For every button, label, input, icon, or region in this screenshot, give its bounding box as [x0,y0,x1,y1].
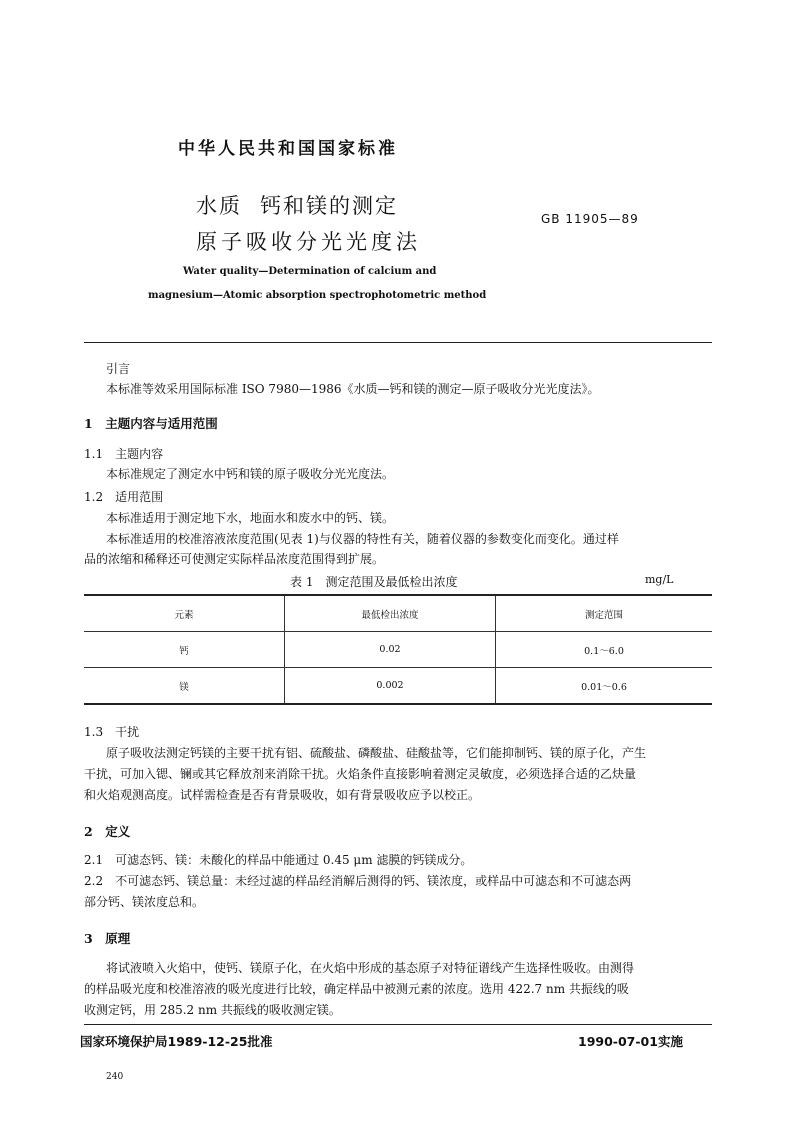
document-title-line1 [196,190,398,220]
intro-heading: 引言 [106,362,131,376]
standard-number: GB 11905—89 [541,212,639,226]
table-header-row [84,595,712,632]
table-header-cell: 测定范围 [584,609,623,621]
section2-heading: 2 定义 [84,824,131,839]
table-cell: 0.1～6.0 [496,632,713,668]
header-divider [84,342,712,343]
table-cell: 0.01～0.6 [496,668,713,705]
section1-3-line1: 原子吸收法测定钙镁的主要干扰有铝、硫酸盐、磷酸盐、硅酸盐等，它们能抑制钙、镁的原子化，产生 [106,746,647,760]
table-cell: 钙 [84,632,285,668]
section1-1-text: 本标准规定了测定水中钙和镁的原子吸收分光光度法。 [106,467,395,481]
table-cell: 0.002 [285,668,496,705]
section3-heading: 3 原理 [84,931,131,946]
table1 [84,594,712,705]
table-header-cell: 元素 [174,609,194,621]
table1-caption: 表 1 测定范围及最低检出浓度 [290,575,458,589]
section1-2-text2a: 本标准适用的校准溶液浓度范围(见表 1)与仪器的特性有关，随着仪器的参数变化而变化。通过样 [106,532,619,546]
table-header-cell: 最低检出浓度 [285,595,496,632]
section1-heading: 1 主题内容与适用范围 [84,416,218,431]
english-title-line1: Water quality—Determination of calcium and [183,266,437,277]
page-number: 240 [106,1072,124,1082]
table-cell: 镁 [84,668,285,705]
english-title-line2: magnesium—Atomic absorption spectrophotometric method [148,290,487,301]
section2-1-text: 2.1 可滤态钙、镁：未酸化的样品中能通过 0.45 μm 滤膜的钙镁成分。 [84,853,473,867]
section1-1-heading: 1.1 主题内容 [84,447,164,461]
title-part-a: 水质 [196,194,242,218]
title-part-b: 钙和镁的测定 [260,194,398,218]
table-cell: 0.02 [285,632,496,668]
section1-3-line3: 和火焰观测高度。试样需检查是否有背景吸收，如有背景吸收应予以校正。 [84,788,481,802]
section1-2-text2b: 品的浓缩和稀释还可使测定实际样品浓度范围得到扩展。 [84,552,385,566]
table-row [84,632,712,668]
section1-3-heading: 1.3 干扰 [84,725,140,739]
section1-2-text1: 本标准适用于测定地下水，地面水和废水中的钙、镁。 [106,511,395,525]
national-standard-heading: 中华人民共和国国家标准 [178,139,398,159]
document-title-line2: 原子吸收分光光度法 [196,230,421,254]
section1-2-heading: 1.2 适用范围 [84,490,164,504]
section3-line2: 的样品吸光度和校准溶液的吸光度进行比较，确定样品中被测元素的浓度。选用 422.7 nm 共振线的吸 [84,982,629,996]
section3-line1: 将试液喷入火焰中，使钙、镁原子化，在火焰中形成的基态原子对特征谱线产生选择性吸收。由测得 [106,961,635,975]
section3-line3: 收测定钙，用 285.2 nm 共振线的吸收测定镁。 [84,1003,341,1017]
intro-text: 本标准等效采用国际标准 ISO 7980—1986《水质—钙和镁的测定—原子吸收分光光度法》。 [106,382,600,396]
section2-2-text-b: 部分钙、镁浓度总和。 [84,895,205,909]
section2-2-text-a: 2.2 不可滤态钙、镁总量：未经过滤的样品经消解后测得的钙、镁浓度，或样品中可滤态和不可滤态两 [84,874,632,888]
implementation-date: 1990-07-01实施 [578,1034,683,1049]
section1-3-line2: 干扰，可加入锶、镧或其它释放剂来消除干扰。火焰条件直接影响着测定灵敏度，必须选择合适的乙炔量 [84,767,637,781]
footer-divider [84,1024,712,1025]
approval-date: 国家环境保护局1989-12-25批准 [80,1034,273,1049]
table-row [84,668,712,705]
table1-unit: mg/L [645,573,674,586]
